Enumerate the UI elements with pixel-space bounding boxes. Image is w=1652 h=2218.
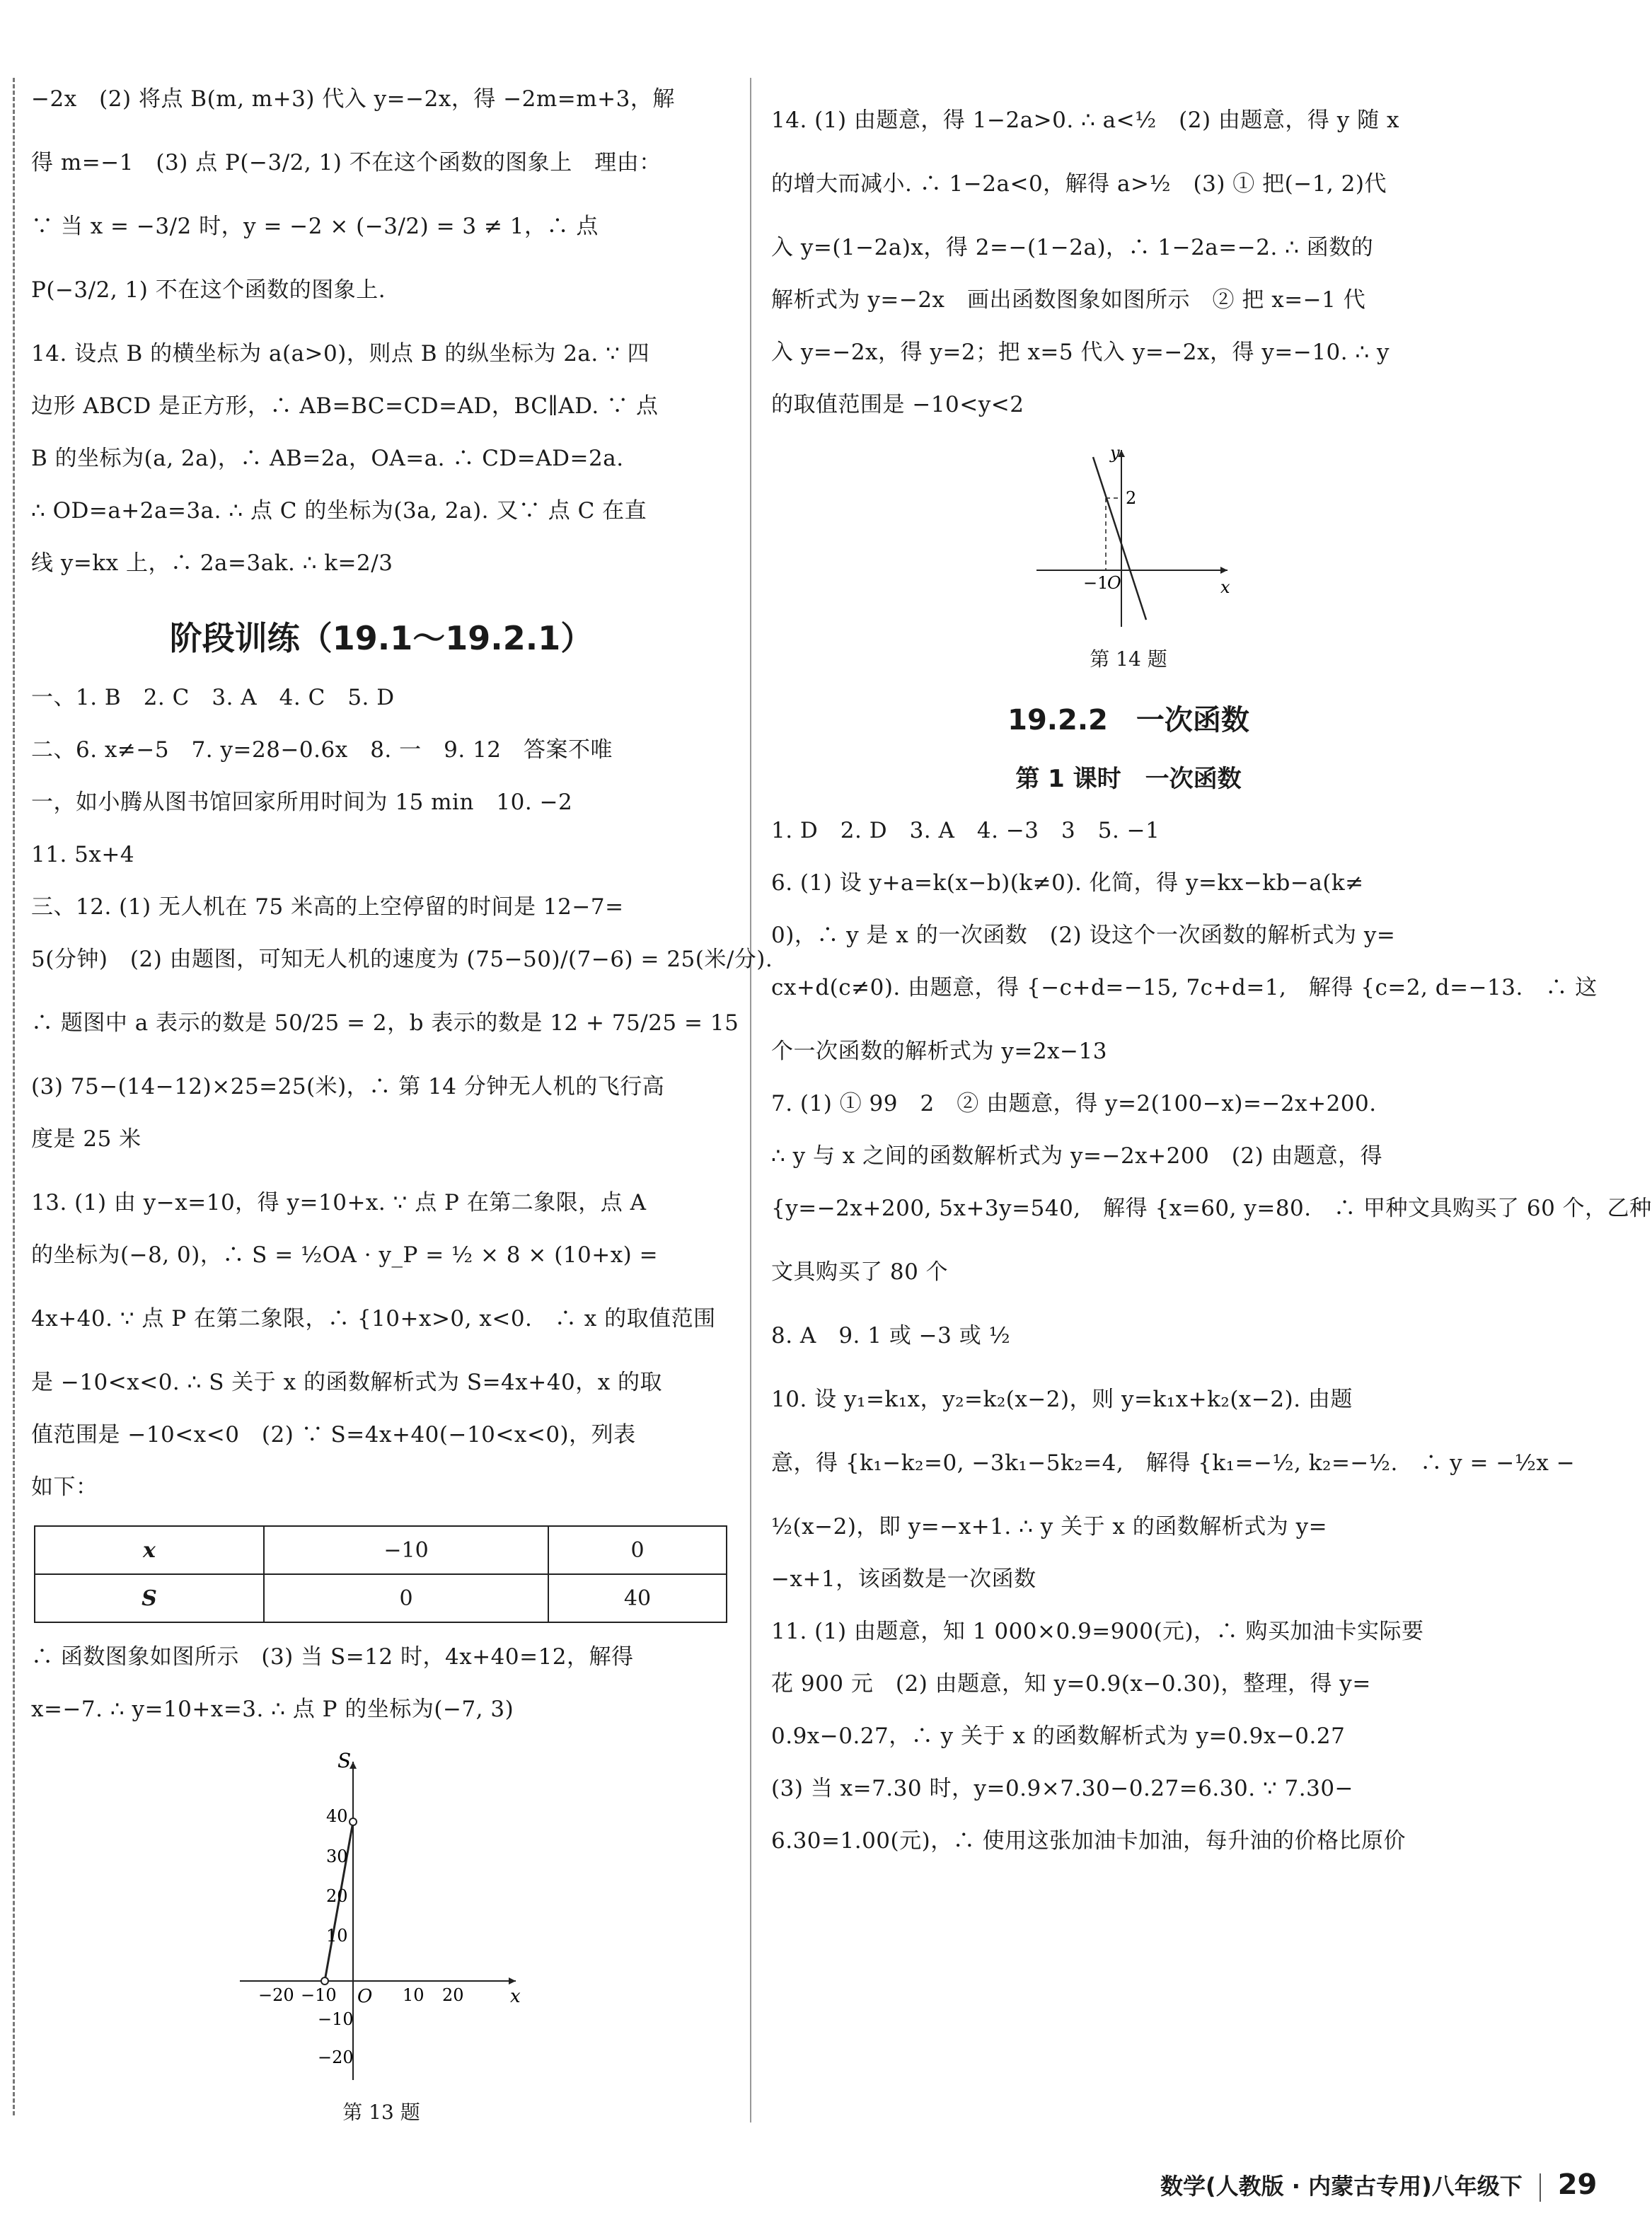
text-line: 如下： (31, 1474, 98, 1500)
text-line: 11. (1) 由题意，知 1 000×0.9=900(元)，∴ 购买加油卡实际要 (771, 1619, 1424, 1644)
function-line (1093, 457, 1146, 620)
text-line: 的坐标为(−8, 0)，∴ S = ½OA · y_P = ½ × 8 × (10+x) = (31, 1242, 659, 1268)
text-line: 一，如小腾从图书馆回家所用时间为 15 min 10. −2 (31, 790, 573, 815)
text-line: ½(x−2)，即 y=−x+1. ∴ y 关于 x 的函数解析式为 y= (771, 1514, 1328, 1540)
text-line: 14. 设点 B 的横坐标为 a(a>0)，则点 B 的纵坐标为 2a. ∵ 四 (31, 341, 650, 366)
text-line: 的增大而减小. ∴ 1−2a<0，解得 a>½ (3) ① 把(−1, 2)代 (771, 171, 1387, 197)
value-table (34, 1525, 727, 1623)
tick-label: 20 (326, 1886, 348, 1906)
page-footer (1160, 2168, 1597, 2202)
text-line: P(−3/2, 1) 不在这个函数的图象上. (31, 277, 386, 303)
text-line: 一、1. B 2. C 3. A 4. C 5. D (31, 685, 395, 710)
text-line: 10. 设 y₁=k₁x，y₂=k₂(x−2)，则 y=k₁x+k₂(x−2). 由题 (771, 1387, 1353, 1412)
graph-14 (771, 443, 1486, 637)
text-line: (3) 当 x=7.30 时，y=0.9×7.30−0.27=6.30. ∵ 7.30− (771, 1776, 1354, 1801)
text-line: 0.9x−0.27，∴ y 关于 x 的函数解析式为 y=0.9x−0.27 (771, 1723, 1346, 1749)
text-line: 7. (1) ① 99 2 ② 由题意，得 y=2(100−x)=−2x+200. (771, 1091, 1377, 1116)
text-line: 是 −10<x<0. ∴ S 关于 x 的函数解析式为 S=4x+40，x 的取 (31, 1370, 663, 1395)
text-line: 14. (1) 由题意，得 1−2a>0. ∴ a<½ (2) 由题意，得 y 随 x (771, 108, 1399, 133)
text-line: 边形 ABCD 是正方形，∴ AB=BC=CD=AD，BC∥AD. ∵ 点 (31, 393, 659, 419)
text-line: 线 y=kx 上，∴ 2a=3ak. ∴ k=2/3 (31, 550, 393, 576)
open-endpoint (321, 1977, 328, 1985)
text-line: 0)，∴ y 是 x 的一次函数 (2) 设这个一次函数的解析式为 y= (771, 923, 1396, 948)
tick-label: −20 (258, 1985, 294, 2005)
figure-caption: 第 14 题 (1090, 647, 1167, 671)
text-line: ∴ 题图中 a 表示的数是 50/25 = 2，b 表示的数是 12 + 75/25 = 15 (31, 1010, 739, 1036)
text-line: 1. D 2. D 3. A 4. −3 3 5. −1 (771, 818, 1160, 843)
text-line: 的取值范围是 −10<y<2 (771, 392, 1024, 417)
text-line: 度是 25 米 (31, 1126, 141, 1152)
text-line: 得 m=−1 (3) 点 P(−3/2, 1) 不在这个函数的图象上 理由： (31, 150, 662, 175)
y-axis-label: S (337, 1749, 352, 1772)
text-line: 二、6. x≠−5 7. y=28−0.6x 8. 一 9. 12 答案不唯 (31, 737, 613, 763)
binding-dash-line (13, 78, 15, 2115)
text-line: {y=−2x+200, 5x+3y=540, 解得 {x=60, y=80. ∴ 甲种文具购买了 60 个，乙种 (771, 1196, 1652, 1221)
text-line: 值范围是 −10<x<0 (2) ∵ S=4x+40(−10<x<0)，列表 (31, 1422, 636, 1448)
table-cell: 40 (548, 1574, 727, 1622)
text-line: 解析式为 y=−2x 画出函数图象如图所示 ② 把 x=−1 代 (771, 287, 1366, 313)
graph-13 (31, 1748, 732, 2090)
lesson-title: 第 1 课时 一次函数 (1015, 765, 1242, 793)
tick-label: −10 (301, 1985, 337, 2005)
right-column (771, 106, 1652, 1879)
section-title: 19.2.2 一次函数 (1007, 704, 1249, 737)
tick-label: −20 (318, 2047, 354, 2067)
text-line: 个一次函数的解析式为 y=2x−13 (771, 1039, 1107, 1064)
x-axis-arrow (1220, 567, 1228, 574)
text-line: x=−7. ∴ y=10+x=3. ∴ 点 P 的坐标为(−7, 3) (31, 1697, 514, 1722)
text-line: 花 900 元 (2) 由题意，知 y=0.9(x−0.30)，整理，得 y= (771, 1671, 1371, 1697)
text-line: ∵ 当 x = −3/2 时，y = −2 × (−3/2) = 3 ≠ 1，∴ 点 (31, 214, 599, 239)
table-header-x: x (35, 1526, 264, 1574)
page-number: 29 (1557, 2168, 1598, 2201)
text-line: cx+d(c≠0). 由题意，得 {−c+d=−15, 7c+d=1, 解得 {c=2, d=−13. ∴ 这 (771, 975, 1598, 1000)
x-axis-label: x (1220, 577, 1230, 597)
section-title: 阶段训练（19.1～19.2.1） (169, 619, 594, 657)
text-line: 入 y=(1−2a)x，得 2=−(1−2a)，∴ 1−2a=−2. ∴ 函数的 (771, 235, 1374, 260)
open-endpoint (350, 1818, 357, 1825)
left-column (31, 85, 773, 2139)
tick-label: 30 (326, 1847, 348, 1866)
table-cell: −10 (264, 1526, 548, 1574)
text-line: 11. 5x+4 (31, 842, 135, 867)
tick-label: 40 (326, 1806, 348, 1826)
text-line: B 的坐标为(a, 2a)，∴ AB=2a，OA=a. ∴ CD=AD=2a. (31, 446, 624, 471)
tick-label: 2 (1126, 488, 1137, 508)
table-row (35, 1526, 727, 1574)
table-header-s: S (35, 1574, 264, 1622)
tick-label: 10 (403, 1985, 424, 2005)
table-cell: 0 (548, 1526, 727, 1574)
text-line: 6. (1) 设 y+a=k(x−b)(k≠0). 化简，得 y=kx−kb−a(k≠ (771, 870, 1364, 896)
tick-label: 10 (326, 1926, 348, 1946)
graph-14-svg (1022, 443, 1235, 634)
text-line: 13. (1) 由 y−x=10，得 y=10+x. ∵ 点 P 在第二象限，点 A (31, 1190, 647, 1215)
text-line: 5(分钟) (2) 由题图，可知无人机的速度为 (75−50)/(7−6) = 25(米/分). (31, 947, 773, 972)
footer-separator (1540, 2173, 1541, 2202)
book-title: 数学(人教版 · 内蒙古专用)八年级下 (1160, 2173, 1523, 2200)
text-line: 入 y=−2x，得 y=2；把 x=5 代入 y=−2x，得 y=−10. ∴ y (771, 340, 1390, 365)
text-line: ∴ 函数图象如图所示 (3) 当 S=12 时，4x+40=12，解得 (31, 1644, 634, 1670)
text-line: 意，得 {k₁−k₂=0, −3k₁−5k₂=4, 解得 {k₁=−½, k₂=−½. ∴ y = −½x − (771, 1450, 1576, 1476)
text-line: (3) 75−(14−12)×25=25(米)，∴ 第 14 分钟无人机的飞行高 (31, 1074, 665, 1099)
table-row (35, 1574, 727, 1622)
y-axis-label: y (1110, 443, 1120, 463)
text-line: ∴ y 与 x 之间的函数解析式为 y=−2x+200 (2) 由题意，得 (771, 1143, 1383, 1169)
tick-label: −10 (318, 2009, 354, 2029)
origin-label: O (1107, 573, 1121, 593)
text-line: ∴ OD=a+2a=3a. ∴ 点 C 的坐标为(3a, 2a). 又∵ 点 C 在直 (31, 498, 647, 524)
text-line: 4x+40. ∵ 点 P 在第二象限，∴ {10+x>0, x<0. ∴ x 的取值范围 (31, 1306, 716, 1332)
graph-13-svg (233, 1748, 530, 2087)
origin-label: O (357, 1986, 373, 2007)
text-line: 6.30=1.00(元)，∴ 使用这张加油卡加油，每升油的价格比原价 (771, 1828, 1406, 1854)
table-cell: 0 (264, 1574, 548, 1622)
tick-label: 20 (442, 1985, 464, 2005)
text-line: 文具购买了 80 个 (771, 1259, 949, 1285)
column-divider (750, 78, 751, 2122)
figure-caption: 第 13 题 (342, 2101, 420, 2124)
text-line: −x+1，该函数是一次函数 (771, 1566, 1036, 1592)
text-line: 8. A 9. 1 或 −3 或 ½ (771, 1323, 1011, 1348)
text-line: 三、12. (1) 无人机在 75 米高的上空停留的时间是 12−7= (31, 894, 624, 920)
tick-label: −1 (1083, 573, 1109, 593)
x-axis-arrow (509, 1977, 516, 1985)
text-line: −2x (2) 将点 B(m, m+3) 代入 y=−2x，得 −2m=m+3，解 (31, 86, 675, 112)
x-axis-label: x (510, 1986, 521, 2007)
